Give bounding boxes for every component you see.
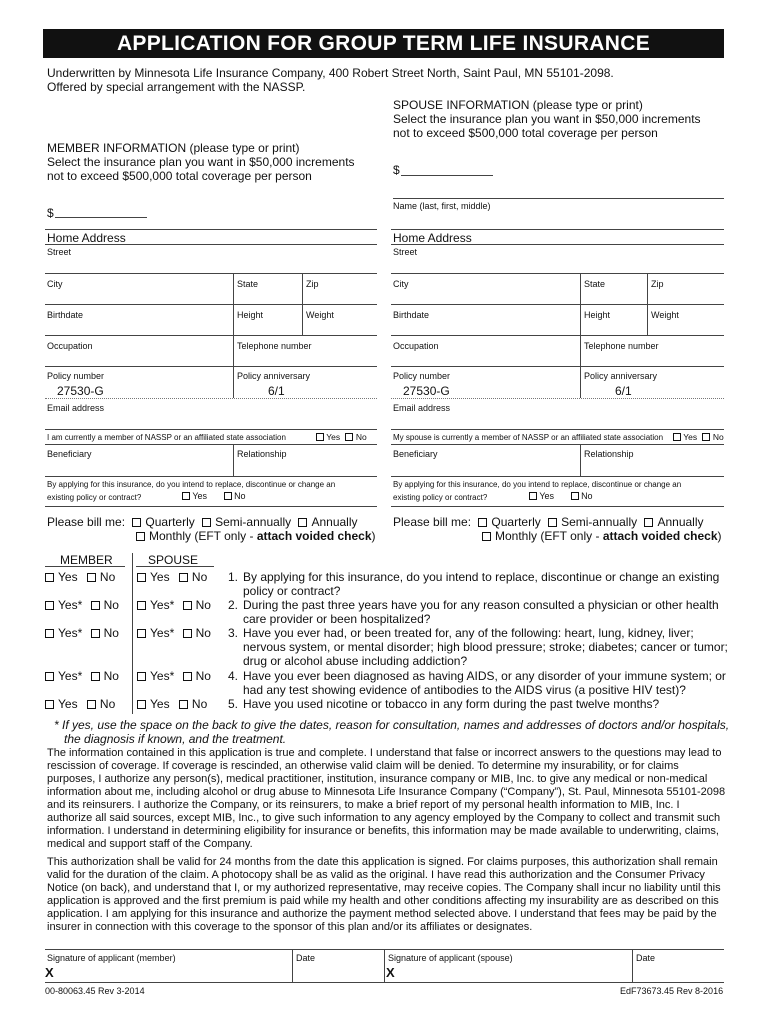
spouse-amount-prefix: $ — [393, 163, 400, 177]
no-label: No — [195, 626, 211, 640]
member-nassp-no-checkbox[interactable] — [345, 433, 353, 441]
spouse-telephone-label: Telephone number — [584, 341, 659, 351]
spouse-semiannual-checkbox[interactable] — [548, 518, 557, 527]
q1-line1: By applying for this insurance, do you intend to replace, discontinue or change an existing — [243, 570, 720, 584]
yes-label: Yes — [58, 570, 78, 584]
spouse-plan-line1: Select the insurance plan you want in $50,000 increments — [393, 112, 701, 126]
spouse-city-label: City — [393, 279, 409, 289]
spouse-street-field[interactable] — [391, 273, 724, 274]
divider — [233, 366, 234, 398]
spouse-beneficiary-label: Beneficiary — [393, 449, 438, 459]
spouse-nassp-options — [673, 432, 724, 442]
member-birth-row-line[interactable] — [45, 335, 377, 336]
monthly-label: Monthly (EFT only - — [495, 529, 603, 543]
q5-spouse-yes-checkbox[interactable] — [137, 700, 146, 709]
q4-member-options — [45, 669, 119, 683]
divider — [580, 444, 581, 476]
member-replace-yes-checkbox[interactable] — [182, 492, 190, 500]
form-number-left: 00-80063.45 Rev 3-2014 — [45, 986, 145, 996]
legal-paragraph-2: This authorization shall be valid for 24 months from the date this application is signed. For claims purposes, this authorization shall remain valid for the duration of the claim. A photocopy shall be as valid as the original. I have read this authorization and the Consumer Privacy Notice (on back), and understand that I, or my authorized representative, may receive copies. The Company shall incur no liability until this application is approved and the first premium is paid while my health and other conditions affecting my insurability are as described on this application. I am applying for this insurance and authorize the payment method selected above. I understand that fees may be paid by the insurer in connection with this coverage to the sponsor of this plan and/or its affiliates or designates. — [47, 856, 721, 933]
member-home-address: Home Address — [47, 231, 126, 245]
q2-member-no-checkbox[interactable] — [91, 601, 100, 610]
footnote-line2: the diagnosis if known, and the treatment. — [64, 732, 287, 746]
q5-number: 5. — [228, 697, 239, 711]
spouse-quarterly-checkbox[interactable] — [478, 518, 487, 527]
monthly-label: Monthly (EFT only - — [149, 529, 257, 543]
spouse-nassp-yes-checkbox[interactable] — [673, 433, 681, 441]
member-semiannual-checkbox[interactable] — [202, 518, 211, 527]
no-label: No — [712, 432, 724, 442]
q4-line2: had any test showing evidence of antibodies to the AIDS virus (a positive HIV test)? — [243, 683, 686, 697]
spouse-column-header: SPOUSE — [148, 553, 199, 567]
member-replace-no-checkbox[interactable] — [224, 492, 232, 500]
spouse-replace-no-checkbox[interactable] — [571, 492, 579, 500]
spouse-home-address: Home Address — [393, 231, 472, 245]
q1-member-no-checkbox[interactable] — [87, 573, 96, 582]
bill-label: Please bill me: — [393, 515, 472, 529]
spouse-street-label: Street — [393, 247, 418, 257]
q2-line1: During the past three years have you for any reason consulted a physician or other health — [243, 598, 719, 612]
q3-member-no-checkbox[interactable] — [91, 629, 100, 638]
q2-spouse-yes-checkbox[interactable] — [137, 601, 146, 610]
divider — [391, 398, 724, 399]
yes-label: Yes* — [150, 598, 175, 612]
divider — [45, 566, 125, 567]
member-relationship-label: Relationship — [237, 449, 287, 459]
q4-line1: Have you ever been diagnosed as having AIDS, or any disorder of your immune system; or — [243, 669, 726, 683]
member-city-row-line[interactable] — [45, 304, 377, 305]
q4-spouse-options — [137, 669, 211, 683]
divider — [391, 444, 724, 445]
yes-label: Yes — [326, 432, 341, 442]
q1-member-options — [45, 570, 115, 584]
q2-line2: care provider or been hospitalized? — [243, 612, 431, 626]
member-annual-checkbox[interactable] — [298, 518, 307, 527]
yes-label: Yes* — [58, 669, 83, 683]
q3-number: 3. — [228, 626, 239, 640]
member-state-label: State — [237, 279, 259, 289]
member-email-label: Email address — [47, 403, 105, 413]
member-address-top-line — [45, 229, 377, 230]
divider — [45, 982, 724, 983]
spouse-amount-field[interactable] — [401, 175, 493, 176]
q4-spouse-no-checkbox[interactable] — [183, 672, 192, 681]
spouse-height-label: Height — [584, 310, 611, 320]
member-nassp-options — [316, 432, 367, 442]
spouse-replace-line2: existing policy or contract? — [393, 493, 488, 502]
member-street-label: Street — [47, 247, 72, 257]
spouse-replace-line1: By applying for this insurance, do you intend to replace, discontinue or change an — [393, 480, 682, 489]
underwriter-text: Underwritten by Minnesota Life Insurance Company, 400 Robert Street North, Saint Paul, MN 55101-2098. — [47, 66, 614, 80]
member-date-label: Date — [296, 953, 316, 963]
spouse-monthly-option — [482, 529, 722, 543]
q2-member-options — [45, 598, 119, 612]
q5-line1: Have you used nicotine or tobacco in any form during the past twelve months? — [243, 697, 660, 711]
divider — [302, 273, 303, 304]
spouse-replace-options — [529, 491, 593, 501]
no-label: No — [581, 491, 593, 501]
yes-label: Yes — [150, 570, 170, 584]
spouse-nassp-no-checkbox[interactable] — [702, 433, 710, 441]
member-weight-label: Weight — [306, 310, 334, 320]
divider — [580, 273, 581, 304]
no-label: No — [195, 598, 211, 612]
divider — [233, 304, 234, 335]
q2-spouse-options — [137, 598, 211, 612]
member-replace-line2: existing policy or contract? — [47, 493, 142, 502]
yes-label: Yes — [58, 697, 78, 711]
divider — [132, 553, 133, 714]
no-label: No — [195, 669, 211, 683]
paren: ) — [717, 529, 722, 543]
member-signature-field[interactable]: X — [45, 965, 54, 980]
q4-spouse-yes-checkbox[interactable] — [137, 672, 146, 681]
divider — [632, 949, 633, 982]
offered-text: Offered by special arrangement with the NASSP. — [47, 80, 306, 94]
yes-label: Yes* — [58, 598, 83, 612]
spouse-signature-label: Signature of applicant (spouse) — [388, 953, 513, 963]
member-monthly-checkbox[interactable] — [136, 532, 145, 541]
spouse-address-top-line — [391, 229, 724, 230]
spouse-relationship-label: Relationship — [584, 449, 634, 459]
q3-line1: Have you ever had, or been treated for, any of the following: heart, lung, kidney, liver; — [243, 626, 694, 640]
no-label: No — [103, 669, 119, 683]
member-column-header: MEMBER — [60, 553, 113, 567]
spouse-nassp-question: My spouse is currently a member of NASSP or an affiliated state association — [393, 433, 664, 442]
spouse-annual-checkbox[interactable] — [644, 518, 653, 527]
no-label: No — [103, 626, 119, 640]
spouse-policy-anniv-label: Policy anniversary — [584, 371, 658, 381]
q4-member-yes-checkbox[interactable] — [45, 672, 54, 681]
no-label: No — [99, 697, 116, 711]
member-nassp-question: I am currently a member of NASSP or an affiliated state association — [47, 433, 286, 442]
member-height-label: Height — [237, 310, 264, 320]
q1-spouse-no-checkbox[interactable] — [179, 573, 188, 582]
member-city-label: City — [47, 279, 63, 289]
attach-check-note: attach voided check — [256, 529, 372, 543]
divider — [580, 335, 581, 366]
divider — [233, 335, 234, 366]
q1-spouse-yes-checkbox[interactable] — [137, 573, 146, 582]
no-label: No — [355, 432, 367, 442]
member-email-field[interactable] — [45, 429, 377, 430]
spouse-beneficiary-field[interactable] — [391, 476, 724, 477]
divider — [136, 566, 214, 567]
member-plan-line2: not to exceed $500,000 total coverage per person — [47, 169, 312, 183]
spouse-signature-field[interactable]: X — [386, 965, 395, 980]
member-home-address-field[interactable] — [45, 244, 377, 245]
spouse-heading: SPOUSE INFORMATION (please type or print) — [393, 98, 643, 112]
page-title: APPLICATION FOR GROUP TERM LIFE INSURANCE — [43, 29, 724, 58]
divider — [45, 398, 377, 399]
q1-number: 1. — [228, 570, 239, 584]
divider — [45, 444, 377, 445]
member-amount-field[interactable] — [55, 217, 147, 218]
spouse-plan-line2: not to exceed $500,000 total coverage per person — [393, 126, 658, 140]
no-label: No — [191, 697, 208, 711]
member-policy-anniv: 6/1 — [268, 384, 285, 398]
q3-line2: nervous system, or mental disorder; high blood pressure; stroke; diabetes; cancer or tumor; — [243, 640, 728, 654]
no-label: No — [99, 570, 116, 584]
member-plan-line1: Select the insurance plan you want in $50,000 increments — [47, 155, 355, 169]
member-street-field[interactable] — [45, 273, 377, 274]
q3-spouse-yes-checkbox[interactable] — [137, 629, 146, 638]
spouse-policy-number-label: Policy number — [393, 371, 451, 381]
spouse-state-label: State — [584, 279, 606, 289]
spouse-birthdate-label: Birthdate — [393, 310, 430, 320]
spouse-date-label: Date — [636, 953, 656, 963]
yes-label: Yes — [150, 697, 170, 711]
attach-check-note: attach voided check — [602, 529, 718, 543]
q3-member-options — [45, 626, 119, 640]
spouse-city-row-line[interactable] — [391, 304, 724, 305]
q1-member-yes-checkbox[interactable] — [45, 573, 54, 582]
member-signature-label: Signature of applicant (member) — [47, 953, 176, 963]
q1-spouse-options — [137, 570, 207, 584]
spouse-email-label: Email address — [393, 403, 451, 413]
divider — [45, 506, 377, 507]
divider — [302, 304, 303, 335]
q2-member-yes-checkbox[interactable] — [45, 601, 54, 610]
spouse-occupation-label: Occupation — [393, 341, 439, 351]
yes-label: Yes — [683, 432, 698, 442]
member-occupation-row-line[interactable] — [45, 366, 377, 367]
yes-label: Yes* — [150, 626, 175, 640]
member-amount-prefix: $ — [47, 206, 54, 220]
spouse-bill-options — [393, 515, 704, 529]
spouse-policy-number: 27530-G — [403, 384, 450, 398]
divider — [580, 366, 581, 398]
member-heading: MEMBER INFORMATION (please type or print) — [47, 141, 300, 155]
member-bill-options — [47, 515, 358, 529]
form-number-right: EdF73673.45 Rev 8-2016 — [620, 986, 724, 996]
quarterly-label: Quarterly — [491, 515, 541, 529]
spouse-zip-label: Zip — [651, 279, 664, 289]
member-policy-number-label: Policy number — [47, 371, 105, 381]
spouse-occupation-row-line[interactable] — [391, 366, 724, 367]
member-quarterly-checkbox[interactable] — [132, 518, 141, 527]
q5-member-options — [45, 697, 115, 711]
member-replace-options — [182, 491, 246, 501]
member-policy-anniv-label: Policy anniversary — [237, 371, 311, 381]
q5-spouse-options — [137, 697, 207, 711]
yes-label: Yes* — [58, 626, 83, 640]
q2-spouse-no-checkbox[interactable] — [183, 601, 192, 610]
q3-spouse-options — [137, 626, 211, 640]
q2-number: 2. — [228, 598, 239, 612]
q1-line2: policy or contract? — [243, 584, 341, 598]
q5-member-no-checkbox[interactable] — [87, 700, 96, 709]
annual-label: Annually — [311, 515, 358, 529]
member-replace-line1: By applying for this insurance, do you intend to replace, discontinue or change an — [47, 480, 336, 489]
member-beneficiary-field[interactable] — [45, 476, 377, 477]
bill-label: Please bill me: — [47, 515, 126, 529]
no-label: No — [191, 570, 208, 584]
legal-paragraph-1: The information contained in this application is true and complete. I understand that false or incorrect answers to the questions may lead to rescission of coverage. If coverage is rescinded, an otherwise valid claim will be denied. To determine my insurability, or for claims purposes, I authorize any person(s), medical practitioner, institution, insurance company or MIB, Inc. to give any medical or non-medical information about me, including alcohol or drug abuse to Minnesota Life Insurance Company (“Company”), St. Paul, Minnesota 55101-2098 and its reinsurers. I authorize the Company, or its reinsurers, to make a brief report of my personal health information to MIB, Inc. I authorize all said sources, except MIB, Inc., to give such information to any agency employed by the Company to collect and transmit such information. I understand in determining eligibility for insurance or benefits, this information may be made available to underwriting, claims, medical and support staff of the Company. — [47, 747, 726, 850]
paren: ) — [371, 529, 376, 543]
yes-label: Yes — [539, 491, 555, 501]
member-policy-number: 27530-G — [57, 384, 104, 398]
member-monthly-option — [136, 529, 376, 543]
q5-spouse-no-checkbox[interactable] — [179, 700, 188, 709]
divider — [391, 506, 724, 507]
spouse-policy-anniv: 6/1 — [615, 384, 632, 398]
divider — [580, 304, 581, 335]
member-zip-label: Zip — [306, 279, 319, 289]
divider — [233, 273, 234, 304]
spouse-home-address-field[interactable] — [391, 244, 724, 245]
divider — [647, 273, 648, 304]
spouse-email-field[interactable] — [391, 429, 724, 430]
q3-spouse-no-checkbox[interactable] — [183, 629, 192, 638]
footnote-line1: * If yes, use the space on the back to give the dates, reason for consultation, names and addresses of doctors and/or hospitals, — [54, 718, 730, 732]
q3-member-yes-checkbox[interactable] — [45, 629, 54, 638]
member-nassp-yes-checkbox[interactable] — [316, 433, 324, 441]
semiannual-label: Semi-annually — [561, 515, 638, 529]
yes-label: Yes — [192, 491, 208, 501]
divider — [384, 949, 385, 982]
divider — [292, 949, 293, 982]
spouse-replace-yes-checkbox[interactable] — [529, 492, 537, 500]
yes-label: Yes* — [150, 669, 175, 683]
annual-label: Annually — [657, 515, 704, 529]
member-occupation-label: Occupation — [47, 341, 93, 351]
quarterly-label: Quarterly — [145, 515, 195, 529]
no-label: No — [234, 491, 246, 501]
divider — [647, 304, 648, 335]
spouse-monthly-checkbox[interactable] — [482, 532, 491, 541]
spouse-name-field[interactable] — [393, 198, 724, 199]
semiannual-label: Semi-annually — [215, 515, 292, 529]
spouse-birth-row-line[interactable] — [391, 335, 724, 336]
spouse-weight-label: Weight — [651, 310, 679, 320]
member-telephone-label: Telephone number — [237, 341, 312, 351]
spouse-name-label: Name (last, first, middle) — [393, 201, 491, 211]
divider — [233, 444, 234, 476]
member-birthdate-label: Birthdate — [47, 310, 84, 320]
q4-member-no-checkbox[interactable] — [91, 672, 100, 681]
q3-line3: drug or alcohol abuse including addiction? — [243, 654, 468, 668]
no-label: No — [103, 598, 119, 612]
q4-number: 4. — [228, 669, 239, 683]
member-beneficiary-label: Beneficiary — [47, 449, 92, 459]
q5-member-yes-checkbox[interactable] — [45, 700, 54, 709]
